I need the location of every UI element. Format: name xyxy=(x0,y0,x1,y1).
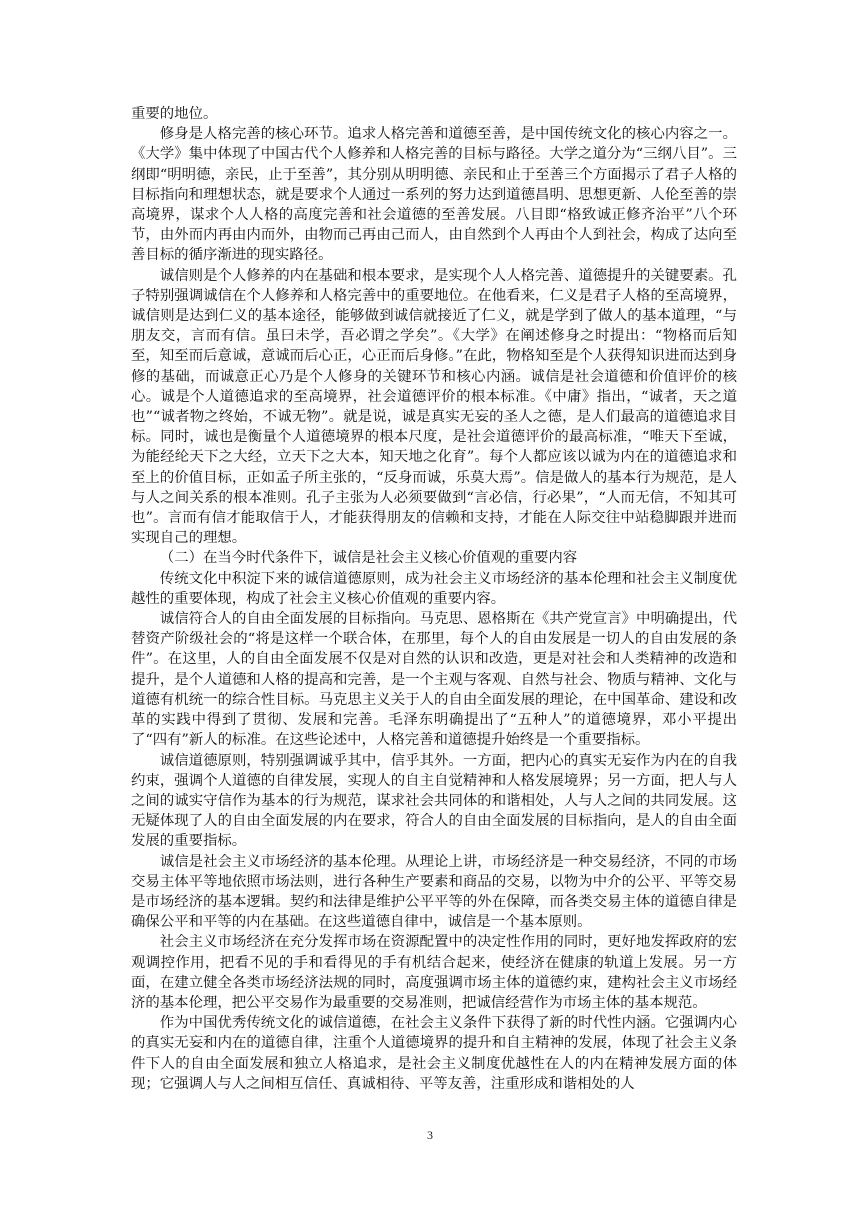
paragraph-traditional-integrity: 传统文化中积淀下来的诚信道德原则，成为社会主义市场经济的基本伦理和社会主义制度优越性的重要体现，构成了社会主义核心价值观的重要内容。 xyxy=(131,570,737,607)
document-page xyxy=(131,104,737,1104)
paragraph-market-ethics: 诚信是社会主义市场经济的基本伦理。从理论上讲，市场经济是一种交易经济，不同的市场交易主体平等地依照市场法则，进行各种生产要素和商品的交易，以物为中介的公平、平等交易是市场经济的基本逻辑。契约和法律是维护公平平等的外在保障，而各类交易主体的道德自律是确保公平和平等的内在基础。在这些道德自律中，诚信是一个基本原则。 xyxy=(131,853,737,931)
section-heading: （二）在当今时代条件下，诚信是社会主义核心价值观的重要内容 xyxy=(159,550,578,567)
paragraph-continuation: 重要的地位。 xyxy=(131,106,218,122)
paragraph-new-connotation: 作为中国优秀传统文化的诚信道德，在社会主义条件下获得了新的时代性内涵。它强调内心的真实无妄和内在的道德自律，注重个人道德境界的提升和自主精神的发展，体现了社会主义条件下人的自由全面发展和独立人格追求，是社会主义制度优越性在人的内在精神发展方面的体现；它强调人与人之间相互信任、真诚相待、平等友善，注重形成和谐相处的人 xyxy=(131,1015,737,1092)
paragraph-integrity-foundation: 诚信则是个人修养的内在基础和根本要求，是实现个人人格完善、道德提升的关键要素。孔子特别强调诚信在个人修养和人格完善中的重要地位。在他看来，仁义是君子人格的至高境界，诚信则是达到仁义的基本途径，能够做到诚信就接近了仁义，就是学到了做人的基本道理，“与朋友交，言而有信。虽曰未学，吾必谓之学矣”。《大学》在阐述修身之时提出：“物格而后知至，知至而后意诚，意诚而后心正，心正而后身修。”在此，物格知至是个人获得知识进而达到身修的基础，而诚意正心乃是个人修身的关键环节和核心内涵。诚信是社会道德和价值评价的核心。诚是个人道德追求的至高境界，社会道德评价的根本标准。《中庸》指出，“诚者，天之道也”“诚者物之终始，不诚无物”。就是说，诚是真实无妄的圣人之德，是人们最高的道德追求目标。同时，诚也是衡量个人道德境界的根本尺度，是社会道德评价的最高标准，“唯天下至诚，为能经纶天下之大经，立天下之大本，知天地之化育”。每个人都应该以诚为内在的道德追求和至上的价值目标，正如孟子所主张的，“反身而诚，乐莫大焉”。信是做人的基本行为规范，是人与人之间关系的根本准则。孔子主张为人必须要做到“言必信，行必果”，“人而无信，不知其可也”。言而有信才能取信于人，才能获得朋友的信赖和支持，才能在人际交往中站稳脚跟并进而实现自己的理想。 xyxy=(131,267,737,547)
paragraph-self-cultivation: 修身是人格完善的核心环节。追求人格完善和道德至善，是中国传统文化的核心内容之一。《大学》集中体现了中国古代个人修养和人格完善的目标与路径。大学之道分为“三纲八目”。三纲即“明明德，亲民，止于至善”，其分别从明明德、亲民和止于至善三个方面揭示了君子人格的目标指向和理想状态，就是要求个人通过一系列的努力达到道德昌明、思想更新、人伦至善的崇高境界，谋求个人人格的高度完善和社会道德的至善发展。八目即“格致诚正修齐治平”八个环节，由外而内再由内而外，由物而己再由己而人，由自然到个人再由个人到社会，构成了达向至善目标的循序渐进的现实路径。 xyxy=(131,126,737,264)
paragraph-socialist-market: 社会主义市场经济在充分发挥市场在资源配置中的决定性作用的同时，更好地发挥政府的宏观调控作用，把看不见的手和看得见的手有机结合起来，使经济在健康的轨道上发展。另一方面，在建立健全各类市场经济法规的同时，高度强调市场主体的道德约束，建构社会主义市场经济的基本伦理，把公平交易作为最重要的交易准则，把诚信经营作为市场主体的基本规范。 xyxy=(131,934,737,1011)
paragraph-integrity-principle: 诚信道德原则，特别强调诚乎其中，信乎其外。一方面，把内心的真实无妄作为内在的自我约束，强调个人道德的自律发展，实现人的自主自觉精神和人格发展境界；另一方面，把人与人之间的诚实守信作为基本的行为规范，谋求社会共同体的和谐相处，人与人之间的共同发展。这无疑体现了人的自由全面发展的内在要求，符合人的自由全面发展的目标指向，是人的自由全面发展的重要指标。 xyxy=(131,752,737,850)
page-number: 3 xyxy=(427,1128,433,1142)
paragraph-free-development: 诚信符合人的自由全面发展的目标指向。马克思、恩格斯在《共产党宣言》中明确提出，代替资产阶级社会的“将是这样一个联合体，在那里，每个人的自由发展是一切人的自由发展的条件”。在这里，人的自由全面发展不仅是对自然的认识和改造，更是对社会和人类精神的改造和提升，是个人道德和人格的提高和完善，是一个主观与客观、自然与社会、物质与精神、文化与道德有机统一的综合性目标。马克思主义关于人的自由全面发展的理论，在中国革命、建设和改革的实践中得到了贯彻、发展和完善。毛泽东明确提出了“五种人”的道德境界，邓小平提出了“四有”新人的标准。在这些论述中，人格完善和道德提升始终是一个重要指标。 xyxy=(131,611,737,749)
